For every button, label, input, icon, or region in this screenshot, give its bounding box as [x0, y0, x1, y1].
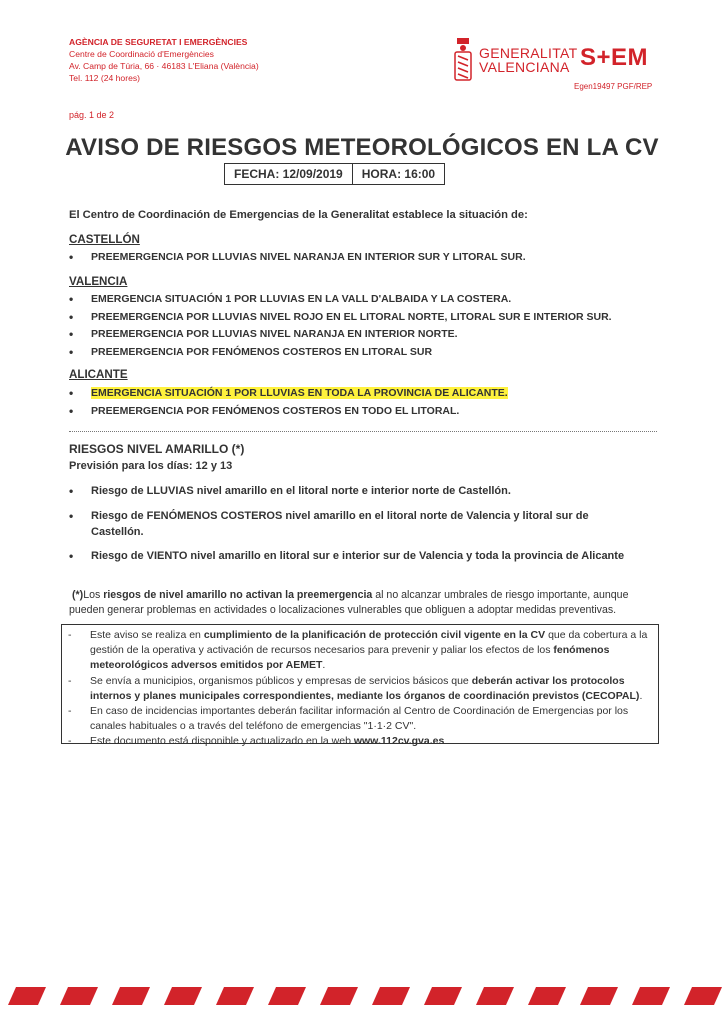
info-row: - Este aviso se realiza en cumplimiento de la planificación de protección civil vigente en la CV que da cobertura a la gestión de la operativa y activación de recursos necesarios para prevenir y paliar los efectos de los fenómenos meteorológicos adversos emitidos por AEMET.: [68, 629, 648, 672]
list-item: • Riesgo de VIENTO nivel amarillo en litoral sur e interior sur de Valencia y toda la provincia de Alicante: [69, 548, 689, 564]
yellow-risk-list-2: [69, 508, 639, 540]
info-row: - Se envía a municipios, organismos públicos y empresas de servicios básicos que deberán activar los protocolos internos y planes municipales correspondientes, mediante los órganos de coordinación previstos (CECOPAL).: [68, 674, 643, 702]
agency-center: Centre de Coordinació d'Emergències: [69, 49, 214, 59]
generalitat-logo: [453, 38, 577, 82]
dotted-divider: [69, 431, 657, 432]
yellow-risk-note: [69, 588, 659, 618]
list-item: • PREEMERGENCIA POR LLUVIAS NIVEL NARANJA EN INTERIOR NORTE.: [69, 326, 612, 344]
time-label: HORA: 16:00: [352, 164, 444, 184]
info-box: [61, 624, 659, 748]
info-bold: cumplimiento de la planificación de protección civil vigente en la CV: [203, 629, 546, 641]
info-bold: deberán activar los protocolos internos y planes municipales correspondientes, mediante los órganos de coordinación previstos (CECOPAL): [90, 674, 640, 702]
agency-phone: Tel. 112 (24 hores): [69, 73, 141, 83]
section-valencia-heading: VALENCIA: [69, 275, 128, 288]
castellon-list: [69, 249, 526, 267]
intro-text: El Centro de Coordinación de Emergencias de la Generalitat establece la situación de:: [69, 209, 528, 221]
website-link[interactable]: www.112cv.gva.es: [353, 735, 445, 748]
list-item: • PREEMERGENCIA POR FENÓMENOS COSTEROS EN TODO EL LITORAL.: [69, 403, 508, 421]
yellow-risk-list-3: [69, 548, 689, 564]
list-item: • PREEMERGENCIA POR LLUVIAS NIVEL ROJO EN EL LITORAL NORTE, LITORAL SUR E INTERIOR SUR.: [69, 309, 612, 327]
note-text-a: Los: [83, 589, 104, 601]
info-text: .: [639, 689, 643, 702]
info-row: - Este documento está disponible y actualizado en la web www.112cv.gva.es: [68, 735, 445, 748]
info-text: .: [322, 659, 326, 672]
info-text: que da cobertura a la gestión de la operativa y activación de recursos necesarios para prevenir y paliar los efectos de los: [90, 629, 648, 657]
page-number: pág. 1 de 2: [69, 110, 115, 120]
info-text: En caso de incidencias importantes deberán facilitar información al Centro de Coordinación de Emergencias por los canales habituales o a través del teléfono de emergencias "1·1·2 CV".: [90, 705, 629, 733]
date-time-box: [224, 163, 445, 185]
yellow-risk-subtitle: Previsión para los días: 12 y 13: [69, 460, 233, 472]
section-castellon-heading: CASTELLÓN: [69, 233, 140, 246]
document-reference: Egen19497 PGF/REP: [574, 82, 653, 91]
yellow-risk-list: [69, 483, 669, 499]
list-item: [69, 385, 508, 403]
agency-block: [69, 36, 259, 84]
list-item: • EMERGENCIA SITUACIÓN 1 POR LLUVIAS EN LA VALL D'ALBAIDA Y LA COSTERA.: [69, 291, 612, 309]
logo-line-1: GENERALITAT: [479, 45, 578, 61]
logo-line-2: VALENCIANA: [479, 59, 570, 75]
info-text: Este documento está disponible y actualizado en la web: [90, 735, 354, 748]
alicante-list: [69, 385, 508, 420]
section-alicante-heading: ALICANTE: [69, 368, 128, 381]
valencia-list: [69, 291, 612, 361]
list-item: • PREEMERGENCIA POR LLUVIAS NIVEL NARANJA EN INTERIOR SUR Y LITORAL SUR.: [69, 249, 526, 267]
list-item: • Riesgo de LLUVIAS nivel amarillo en el litoral norte e interior norte de Castellón.: [69, 483, 669, 499]
date-label: FECHA: 12/09/2019: [234, 167, 343, 181]
highlighted-item: EMERGENCIA SITUACIÓN 1 POR LLUVIAS EN TODA LA PROVINCIA DE ALICANTE.: [91, 387, 508, 399]
list-item: • PREEMERGENCIA POR FENÓMENOS COSTEROS EN LITORAL SUR: [69, 344, 612, 362]
yellow-risk-title: RIESGOS NIVEL AMARILLO (*): [69, 442, 245, 456]
agency-address: Av. Camp de Túria, 66 · 46183 L'Eliana (València): [69, 61, 259, 71]
sem-logo: S+EM: [580, 44, 649, 71]
agency-title: AGÈNCIA DE SEGURETAT I EMERGÈNCIES: [69, 37, 248, 47]
note-text-c: al no alcanzar umbrales de riesgo importante, aunque pueden generar problemas en actividades o localizaciones vulnerables que obliguen a adoptar medidas preventivas.: [69, 589, 629, 616]
list-item: • Riesgo de FENÓMENOS COSTEROS nivel amarillo en el litoral norte de Valencia y litoral sur de Castellón.: [69, 508, 639, 540]
info-text: Este aviso se realiza en: [90, 629, 204, 641]
note-mark: (*): [72, 589, 84, 601]
info-text: Se envía a municipios, organismos públicos y empresas de servicios básicos que: [90, 674, 472, 687]
page-title: AVISO DE RIESGOS METEOROLÓGICOS EN LA CV: [65, 134, 659, 161]
info-row: - En caso de incidencias importantes deberán facilitar información al Centro de Coordinación de Emergencias por los canales habituales o a través del teléfono de emergencias "1·1·2 CV".: [68, 704, 652, 734]
footer-stripes: [0, 985, 724, 1007]
info-bold: fenómenos meteorológicos adversos emitidos por AEMET: [90, 644, 610, 672]
coat-of-arms-icon: [453, 38, 473, 82]
note-text-b: riesgos de nivel amarillo no activan la preemergencia: [103, 589, 373, 601]
